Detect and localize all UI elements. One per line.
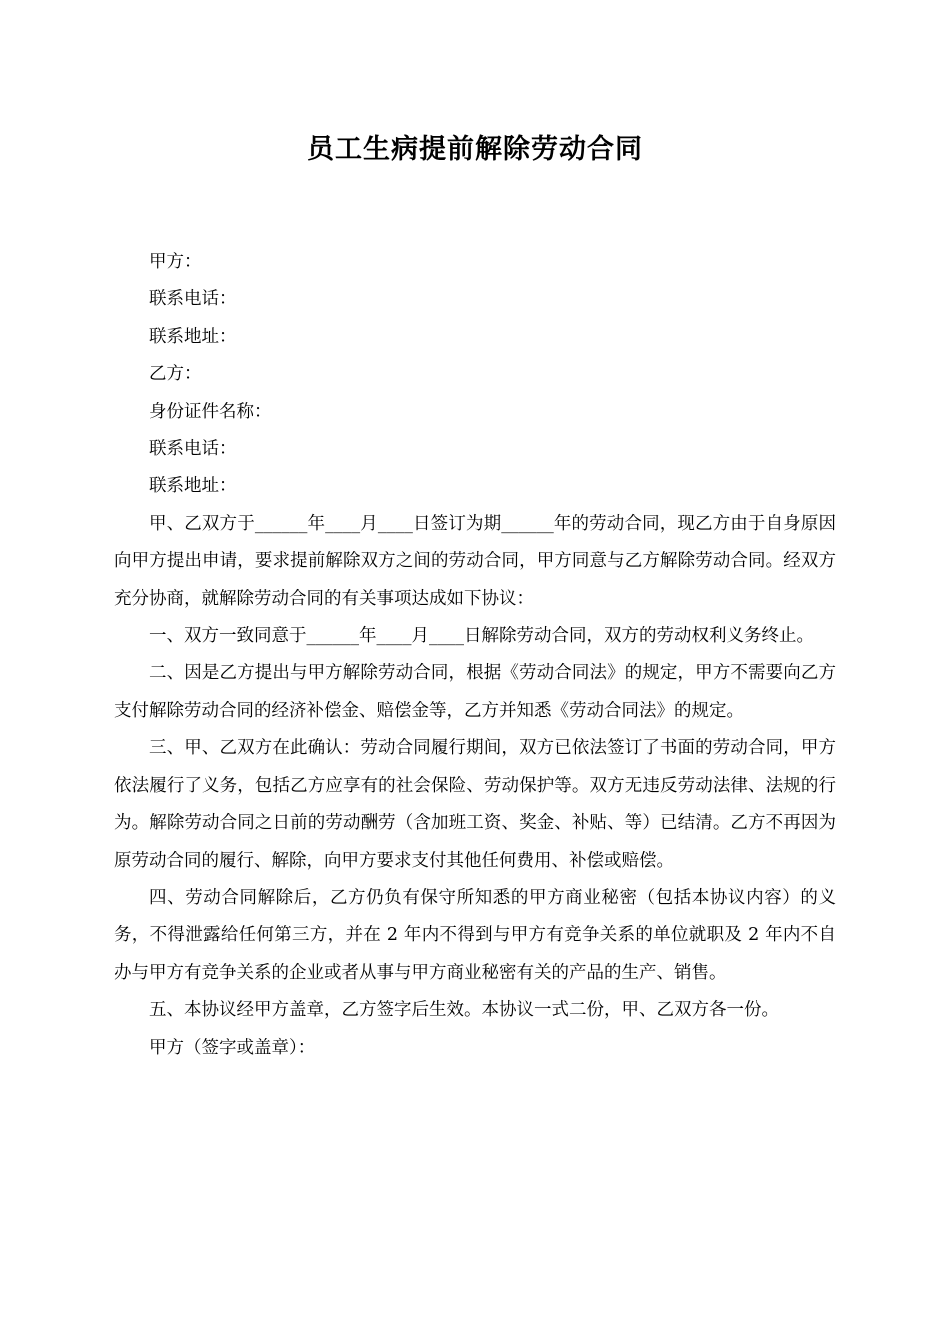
- party-b-id-document-field: 身份证件名称：: [149, 401, 272, 422]
- party-b-phone-field: 联系电话：: [149, 439, 237, 460]
- document-title: 员工生病提前解除劳动合同: [307, 134, 643, 165]
- clause-3: 三、甲、乙双方在此确认：劳动合同履行期间，双方已依法签订了书面的劳动合同，甲方依法履行了义务，包括乙方应享有的社会保险、劳动保护等。双方无违反劳动法律、法规的行为。解除劳动合同之日前的劳动酬劳（含加班工资、奖金、补贴、等）已结清。乙方不再因为原劳动合同的履行、解除，向甲方要求支付其他任何费用、补偿或赔偿。: [114, 738, 836, 871]
- party-b-address-field: 联系地址：: [149, 476, 237, 497]
- clause-5: 五、本协议经甲方盖章，乙方签字后生效。本协议一式二份，甲、乙双方各一份。: [149, 1000, 779, 1021]
- party-a-address-field: 联系地址：: [149, 326, 237, 347]
- document-body: [114, 244, 836, 1067]
- clause-4: 四、劳动合同解除后，乙方仍负有保守所知悉的甲方商业秘密（包括本协议内容）的义务，不得泄露给任何第三方，并在 2 年内不得到与甲方有竞争关系的单位就职及 2 年内不自办与甲方有竞争关系的企业或者从事与甲方商业秘密有关的产品的生产、销售。: [114, 887, 836, 983]
- party-a-field: 甲方：: [149, 252, 202, 272]
- party-a-phone-field: 联系电话：: [149, 289, 237, 310]
- party-a-signature-line: 甲方（签字或盖章）：: [149, 1037, 316, 1058]
- intro-paragraph: 甲、乙双方于______年____月____日签订为期______年的劳动合同，现乙方由于自身原因向甲方提出申请，要求提前解除双方之间的劳动合同，甲方同意与乙方解除劳动合同。经双方充分协商，就解除劳动合同的有关事项达成如下协议：: [114, 513, 836, 609]
- clause-1: 一、双方一致同意于______年____月____日解除劳动合同，双方的劳动权利义务终止。: [149, 626, 814, 647]
- clause-2: 二、因是乙方提出与甲方解除劳动合同，根据《劳动合同法》的规定，甲方不需要向乙方支付解除劳动合同的经济补偿金、赔偿金等，乙方并知悉《劳动合同法》的规定。: [114, 663, 836, 721]
- party-b-field: 乙方：: [149, 364, 202, 385]
